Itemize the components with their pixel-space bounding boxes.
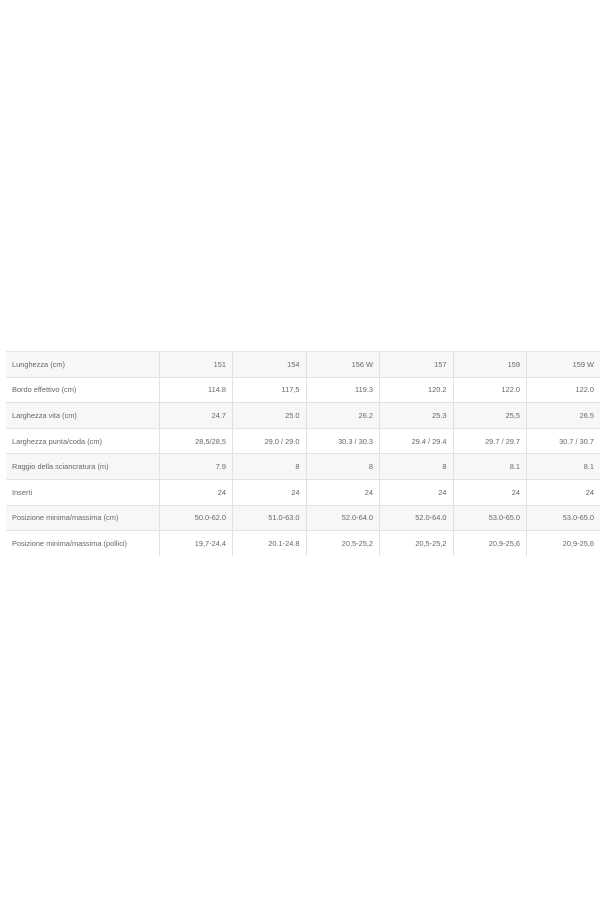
table-cell: 8.1 xyxy=(527,454,600,480)
table-cell: 50.0-62.0 xyxy=(159,505,233,531)
table-cell: 8 xyxy=(380,454,454,480)
table-cell: 24 xyxy=(159,479,233,505)
table-cell: 157 xyxy=(380,352,454,378)
table-row xyxy=(6,531,600,556)
table-cell: 122.0 xyxy=(453,377,527,403)
row-label: Bordo effettivo (cm) xyxy=(6,377,159,403)
table-cell: 20,5-25,2 xyxy=(380,531,454,556)
table-cell: 30.7 / 30.7 xyxy=(527,428,600,454)
table-cell: 20.1-24.8 xyxy=(233,531,307,556)
table-cell: 8 xyxy=(233,454,307,480)
table-cell: 25.0 xyxy=(233,403,307,429)
table-cell: 24 xyxy=(527,479,600,505)
table-row xyxy=(6,377,600,403)
table-cell: 51.0-63.0 xyxy=(233,505,307,531)
table-cell: 28,5/28,5 xyxy=(159,428,233,454)
table-cell: 20,9-25,6 xyxy=(453,531,527,556)
table-cell: 29.0 / 29.0 xyxy=(233,428,307,454)
table-cell: 120.2 xyxy=(380,377,454,403)
row-label: Inserti xyxy=(6,479,159,505)
table-cell: 159 W xyxy=(527,352,600,378)
table-cell: 8.1 xyxy=(453,454,527,480)
table-cell: 7.9 xyxy=(159,454,233,480)
table-cell: 29.7 / 29.7 xyxy=(453,428,527,454)
row-label: Lunghezza (cm) xyxy=(6,352,159,378)
specs-table xyxy=(6,351,600,556)
row-label: Larghezza punta/coda (cm) xyxy=(6,428,159,454)
table-cell: 20,5-25,2 xyxy=(306,531,380,556)
table-cell: 26.5 xyxy=(527,403,600,429)
table-cell: 53.0-65.0 xyxy=(527,505,600,531)
table-row xyxy=(6,403,600,429)
table-cell: 25,5 xyxy=(453,403,527,429)
table-cell: 159 xyxy=(453,352,527,378)
row-label: Raggio della sciancratura (m) xyxy=(6,454,159,480)
table-row xyxy=(6,505,600,531)
table-row xyxy=(6,352,600,378)
table-cell: 25.3 xyxy=(380,403,454,429)
row-label: Larghezza vita (cm) xyxy=(6,403,159,429)
row-label: Posizione minima/massima (pollici) xyxy=(6,531,159,556)
table-cell: 24 xyxy=(380,479,454,505)
table-cell: 20,9-25,6 xyxy=(527,531,600,556)
row-label: Posizione minima/massima (cm) xyxy=(6,505,159,531)
table-row xyxy=(6,454,600,480)
table-cell: 117,5 xyxy=(233,377,307,403)
table-cell: 53.0-65.0 xyxy=(453,505,527,531)
table-cell: 52.0-64.0 xyxy=(306,505,380,531)
table-cell: 19,7-24,4 xyxy=(159,531,233,556)
table-cell: 24.7 xyxy=(159,403,233,429)
table-cell: 26.2 xyxy=(306,403,380,429)
table-cell: 24 xyxy=(233,479,307,505)
table-row xyxy=(6,428,600,454)
table-cell: 156 W xyxy=(306,352,380,378)
table-cell: 8 xyxy=(306,454,380,480)
table-cell: 52.0-64.0 xyxy=(380,505,454,531)
table-cell: 24 xyxy=(453,479,527,505)
table-cell: 29.4 / 29.4 xyxy=(380,428,454,454)
table-cell: 114.8 xyxy=(159,377,233,403)
table-cell: 154 xyxy=(233,352,307,378)
table-cell: 122.0 xyxy=(527,377,600,403)
table-cell: 119.3 xyxy=(306,377,380,403)
table-row xyxy=(6,479,600,505)
table-cell: 151 xyxy=(159,352,233,378)
table-cell: 30.3 / 30.3 xyxy=(306,428,380,454)
specs-table-body xyxy=(6,352,600,556)
table-cell: 24 xyxy=(306,479,380,505)
